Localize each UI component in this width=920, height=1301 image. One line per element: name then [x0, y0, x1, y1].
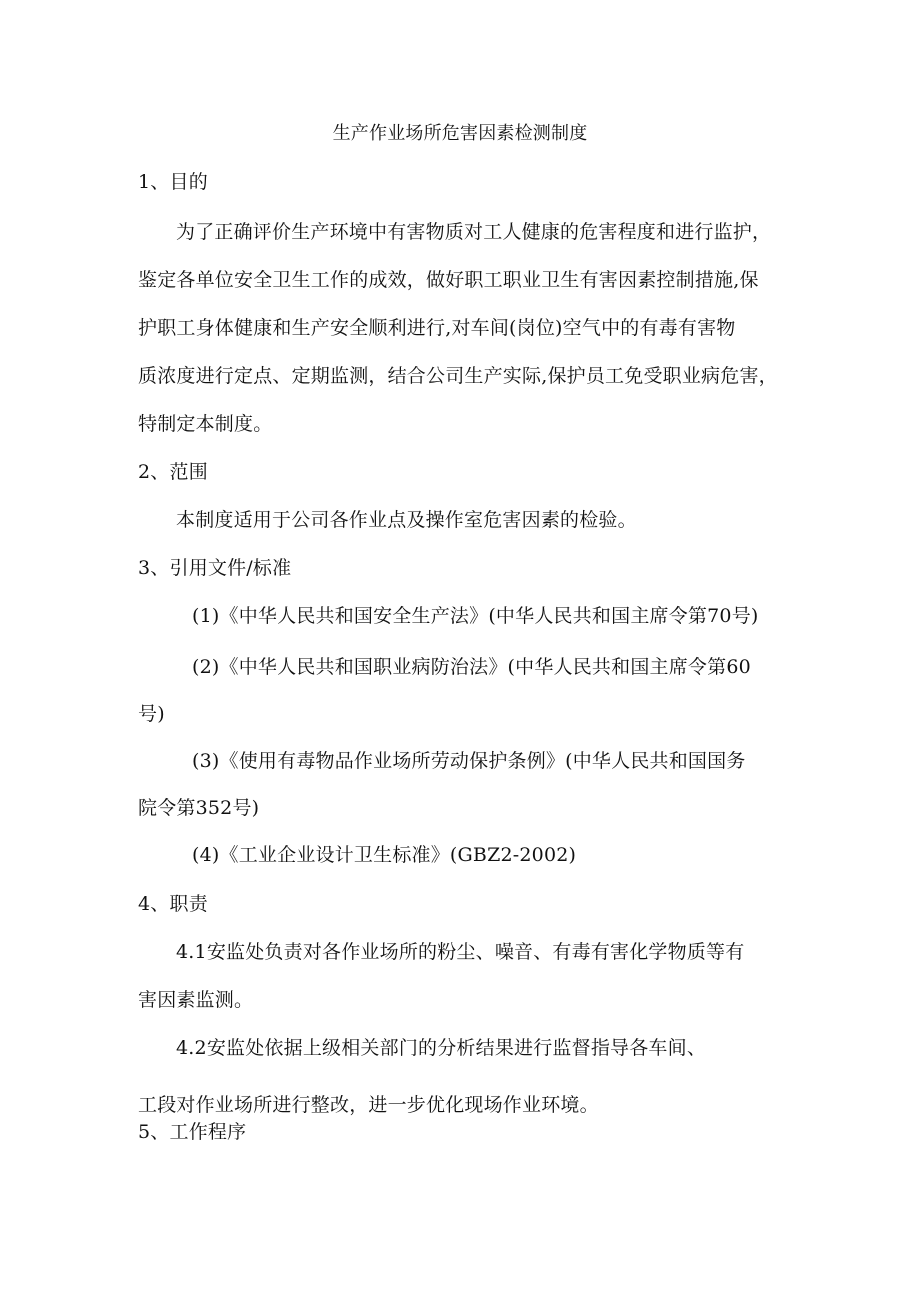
- section-heading-references: 3、引用文件/标准: [138, 557, 292, 579]
- purpose-paragraph-line: 特制定本制度。: [138, 413, 273, 435]
- section-heading-scope: 2、范围: [138, 461, 208, 483]
- reference-item-continuation: 院令第352号): [138, 797, 260, 819]
- section-heading-responsibilities: 4、职责: [138, 893, 208, 915]
- section-heading-procedure: 5、工作程序: [138, 1121, 247, 1143]
- reference-item: (2)《中华人民共和国职业病防治法》(中华人民共和国主席令第60: [192, 656, 751, 678]
- section-heading-purpose: 1、目的: [138, 171, 208, 193]
- purpose-paragraph-line: 护职工身体健康和生产安全顺利进行,对车间(岗位)空气中的有毒有害物: [138, 317, 736, 339]
- purpose-paragraph-line: 为了正确评价生产环境中有害物质对工人健康的危害程度和进行监护，: [176, 221, 772, 243]
- scope-paragraph-line: 本制度适用于公司各作业点及操作室危害因素的检验。: [176, 509, 637, 531]
- purpose-paragraph-line: 鉴定各单位安全卫生工作的成效，做好职工职业卫生有害因素控制措施,保: [138, 269, 759, 291]
- responsibility-paragraph-line: 4.2安监处依据上级相关部门的分析结果进行监督指导各车间、: [176, 1037, 707, 1059]
- responsibility-paragraph-line: 4.1安监处负责对各作业场所的粉尘、噪音、有毒有害化学物质等有: [176, 941, 745, 963]
- reference-item: (4)《工业企业设计卫生标准》(GBZ2-2002): [192, 844, 577, 866]
- reference-item-continuation: 号): [138, 703, 165, 725]
- purpose-paragraph-line: 质浓度进行定点、定期监测，结合公司生产实际,保护员工免受职业病危害，: [138, 365, 778, 387]
- responsibility-paragraph-line: 工段对作业场所进行整改，进一步优化现场作业环境。: [138, 1094, 599, 1116]
- reference-item: (3)《使用有毒物品作业场所劳动保护条例》(中华人民共和国国务: [192, 750, 746, 772]
- document-title: 生产作业场所危害因素检测制度: [332, 123, 588, 144]
- reference-item: (1)《中华人民共和国安全生产法》(中华人民共和国主席令第70号): [192, 605, 759, 627]
- responsibility-paragraph-line: 害因素监测。: [138, 989, 254, 1011]
